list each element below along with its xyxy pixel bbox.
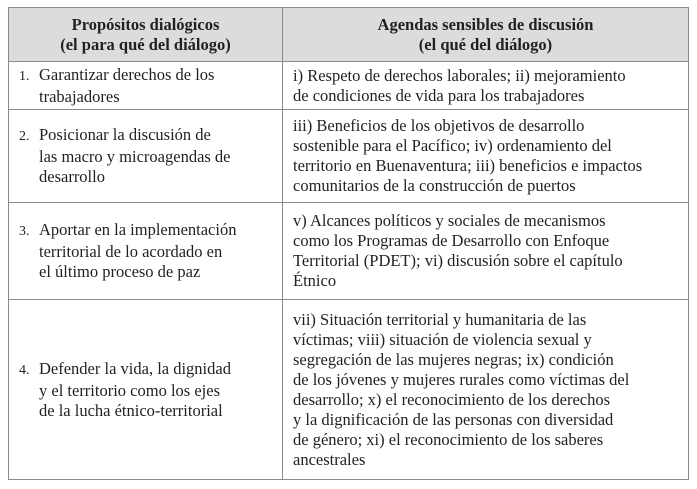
row-number: 3. xyxy=(19,224,30,239)
row-number: 1. xyxy=(19,68,30,84)
agenda-line: Étnico xyxy=(293,271,337,290)
purpose-text: las macro y microagendas de xyxy=(39,147,231,166)
purpose-text: el último proceso de paz xyxy=(39,262,201,281)
purpose-line xyxy=(19,87,282,107)
agenda-line: y la dignificación de las personas con diversidad xyxy=(293,409,614,429)
agenda-line: de género; xi) el reconocimiento de los saberes xyxy=(293,429,604,449)
dialogue-table xyxy=(8,7,689,480)
agenda-line: como los Programas de Desarrollo con Enfoque xyxy=(293,231,610,250)
purpose-line xyxy=(19,381,282,401)
agenda-line: sostenible para el Pacífico; iv) ordenamiento del xyxy=(293,136,612,155)
agenda-line: víctimas; viii) situación de violencia sexual y xyxy=(293,329,592,349)
agenda-line: de condiciones de vida para los trabajadores xyxy=(293,85,585,105)
purpose-line xyxy=(19,147,282,167)
table-row xyxy=(9,110,689,203)
agenda-cell xyxy=(283,62,689,110)
header-line: (el para qué del diálogo) xyxy=(60,34,231,54)
agenda-line: desarrollo; x) el reconocimiento de los derechos xyxy=(293,389,611,409)
agenda-line: de los jóvenes y mujeres rurales como víctimas del xyxy=(293,369,630,389)
header-purposes xyxy=(9,8,283,62)
purpose-text: y el territorio como los ejes xyxy=(39,380,220,400)
header-line: (el qué del diálogo) xyxy=(418,34,553,54)
agenda-line: Territorial (PDET); vi) discusión sobre el capítulo xyxy=(293,251,623,270)
purpose-cell xyxy=(9,62,283,110)
agenda-cell xyxy=(283,203,689,300)
purpose-text: Garantizar derechos de los xyxy=(39,64,215,84)
purpose-cell xyxy=(9,110,283,203)
purpose-line xyxy=(19,401,282,421)
purpose-line xyxy=(19,167,282,187)
purpose-cell xyxy=(9,203,283,300)
table-row xyxy=(9,62,689,110)
agenda-line: segregación de las mujeres negras; ix) condición xyxy=(293,349,614,369)
purpose-cell xyxy=(9,300,283,480)
row-number: 2. xyxy=(19,129,30,144)
purpose-line xyxy=(19,359,282,381)
purpose-text: trabajadores xyxy=(39,86,120,106)
header-line: Propósitos dialógicos xyxy=(71,14,220,34)
agenda-line: vii) Situación territorial y humanitaria de las xyxy=(293,309,587,329)
agenda-line: territorio en Buenaventura; iii) beneficios e impactos xyxy=(293,156,643,175)
purpose-line xyxy=(19,65,282,87)
table-row xyxy=(9,300,689,480)
purpose-line xyxy=(19,220,282,242)
agenda-line: i) Respeto de derechos laborales; ii) mejoramiento xyxy=(293,65,626,85)
purpose-line xyxy=(19,262,282,282)
row-number: 4. xyxy=(19,362,30,378)
purpose-line xyxy=(19,242,282,262)
purpose-text: Posicionar la discusión de xyxy=(39,125,211,144)
purpose-text: Defender la vida, la dignidad xyxy=(39,358,231,378)
header-line: Agendas sensibles de discusión xyxy=(377,14,594,34)
agenda-line: iii) Beneficios de los objetivos de desarrollo xyxy=(293,116,585,135)
purpose-line xyxy=(19,125,282,147)
purpose-text: territorial de lo acordado en xyxy=(39,242,223,261)
purpose-text: desarrollo xyxy=(39,167,105,186)
agenda-line: v) Alcances políticos y sociales de mecanismos xyxy=(293,211,606,230)
agenda-line: ancestrales xyxy=(293,449,366,469)
header-agendas xyxy=(283,8,689,62)
header-row xyxy=(9,8,689,62)
table-row xyxy=(9,203,689,300)
purpose-text: Aportar en la implementación xyxy=(39,220,237,239)
agenda-cell xyxy=(283,300,689,480)
agenda-cell xyxy=(283,110,689,203)
purpose-text: de la lucha étnico-territorial xyxy=(39,400,223,420)
agenda-line: comunitarios de la construcción de puertos xyxy=(293,176,576,195)
